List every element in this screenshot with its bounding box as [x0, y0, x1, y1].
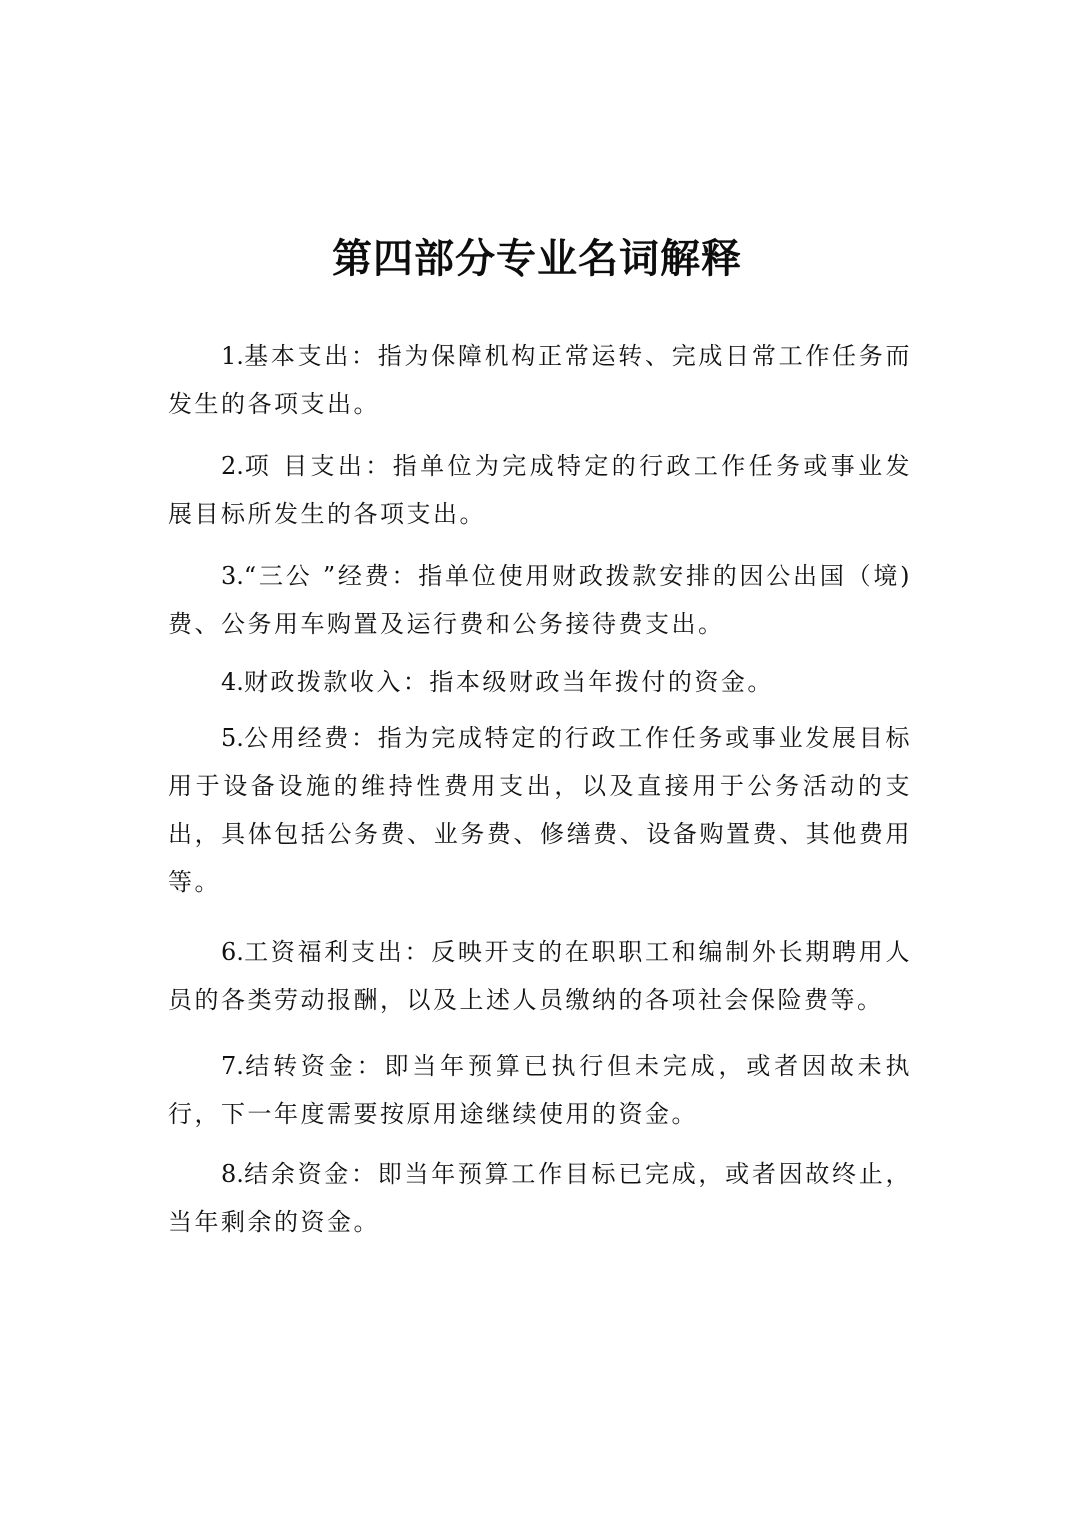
item-number: 7. [221, 1052, 244, 1080]
page-title: 第四部分专业名词解释 [332, 235, 742, 282]
item-term: 公用经费： [243, 724, 378, 752]
item-definition: 反映开支的在职职工和编制外长期聘用人员的各类劳动报酬，以及上述人员缴纳的各项社会保险费等。 [168, 938, 913, 1014]
item-definition: 指单位使用财政拨款安排的因公出国（境)费、公务用车购置及运行费和公务接待费支出。 [168, 562, 912, 638]
item-term: 结转资金： [243, 1052, 385, 1080]
item-definition: 指为完成特定的行政工作任务或事业发展目标用于设备设施的维持性费用支出，以及直接用于公务活动的支出，具体包括公务费、业务费、修缮费、设备购置费、其他费用等。 [168, 724, 912, 896]
definition-item-3 [168, 552, 912, 648]
item-number: 2. [221, 452, 244, 480]
definition-item-4 [168, 658, 912, 706]
item-number: 4. [221, 668, 244, 696]
definition-item-7 [168, 1042, 912, 1138]
definitions-list [168, 332, 912, 1246]
item-term: “三公 ”经费： [243, 562, 419, 590]
item-term: 项 目支出： [243, 452, 393, 480]
item-definition: 指单位为完成特定的行政工作任务或事业发展目标所发生的各项支出。 [168, 452, 912, 528]
definition-item-6 [168, 928, 912, 1024]
item-number: 8. [221, 1160, 244, 1188]
definition-item-8 [168, 1150, 912, 1246]
item-number: 1. [221, 342, 244, 370]
item-number: 6. [221, 938, 244, 966]
item-definition: 即当年预算工作目标已完成，或者因故终止，当年剩余的资金。 [168, 1160, 912, 1236]
item-term: 基本支出： [243, 342, 378, 370]
item-definition: 指为保障机构正常运转、完成日常工作任务而发生的各项支出。 [168, 342, 912, 418]
item-term: 工资福利支出： [243, 938, 432, 966]
definition-item-1 [168, 332, 912, 428]
item-definition: 指本级财政当年拨付的资金。 [429, 668, 774, 696]
item-number: 5. [221, 724, 244, 752]
item-definition: 即当年预算已执行但未完成，或者因故未执行，下一年度需要按原用途继续使用的资金。 [168, 1052, 913, 1128]
definition-item-5 [168, 714, 912, 906]
item-term: 结余资金： [243, 1160, 378, 1188]
definition-item-2 [168, 442, 912, 538]
item-term: 财政拨款收入： [243, 668, 430, 696]
item-number: 3. [221, 562, 244, 590]
